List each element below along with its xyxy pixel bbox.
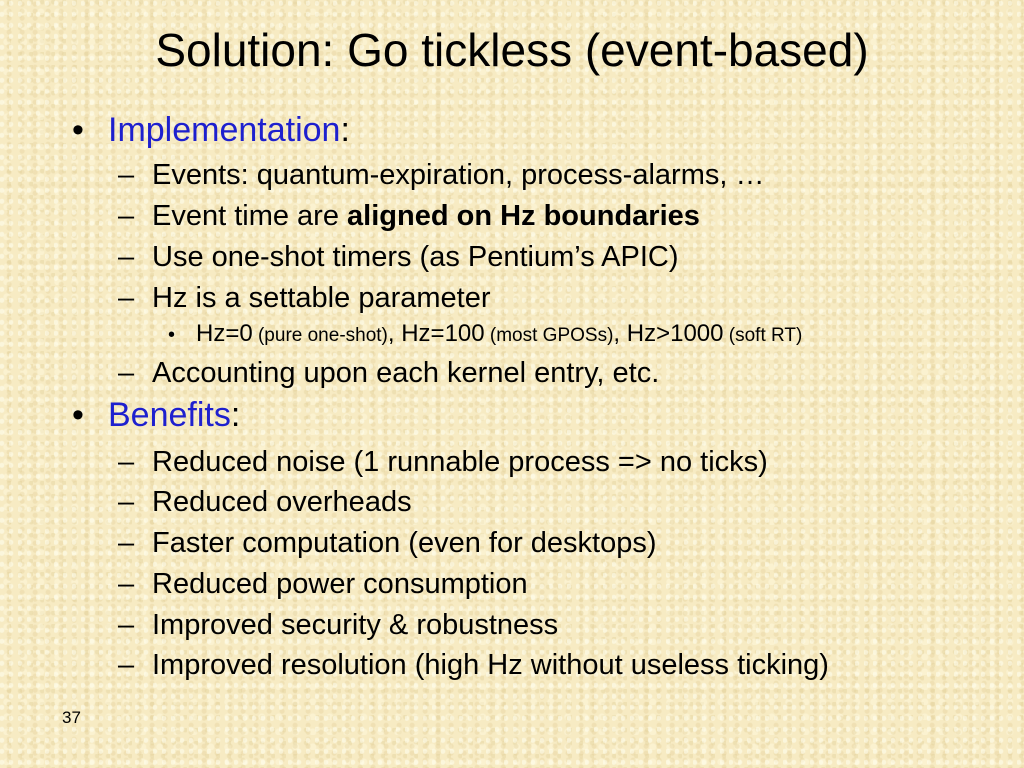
sub-bullet-text: Hz is a settable parameter <box>152 282 491 314</box>
bullet-marker: • <box>72 396 84 434</box>
hz-value-text: , Hz=100 <box>387 320 485 347</box>
sub-bullet-text: Accounting upon each kernel entry, etc. <box>152 357 660 389</box>
dash-marker: – <box>118 609 135 641</box>
sub-bullet-event-time <box>118 198 700 234</box>
sub-bullet-text: Reduced power consumption <box>152 568 528 600</box>
dash-marker: – <box>118 282 135 314</box>
sub-bullet-text: Faster computation (even for desktops) <box>152 527 657 559</box>
slide-title: Solution: Go tickless (event-based) <box>155 24 869 76</box>
hz-note-text: (pure one-shot) <box>252 325 388 346</box>
sub-bullet-reduced-noise <box>118 444 768 480</box>
dash-marker: – <box>118 357 135 389</box>
sub-bullet-text: Events: quantum-expiration, process-alarms, … <box>152 159 765 191</box>
sub-bullet-text: Improved resolution (high Hz without useless ticking) <box>152 649 829 681</box>
sub-bullet-bold-text: aligned on Hz boundaries <box>347 200 700 232</box>
sub-bullet-reduced-power <box>118 566 528 602</box>
dash-marker: – <box>118 241 135 273</box>
bullet-implementation <box>72 110 350 150</box>
hz-note-text: (most GPOSs) <box>484 325 614 346</box>
sub-bullet-text: Use one-shot timers (as Pentium’s APIC) <box>152 241 679 273</box>
heading-colon: : <box>230 396 241 434</box>
heading-colon: : <box>340 111 350 149</box>
sub-bullet-improved-security <box>118 607 558 643</box>
hz-note-text: (soft RT) <box>723 325 803 346</box>
section-heading-benefits: Benefits <box>108 396 231 434</box>
sub-bullet-text: Reduced overheads <box>152 486 412 518</box>
bullet-marker: • <box>72 111 84 149</box>
sub-bullet-text: Improved security & robustness <box>152 609 559 641</box>
dash-marker: – <box>118 200 135 232</box>
dash-marker: – <box>118 446 135 478</box>
sub-bullet-accounting <box>118 355 659 391</box>
sub-bullet-text: Event time are <box>152 200 348 232</box>
sub-bullet-one-shot-timers <box>118 239 679 275</box>
sub-sub-bullet-hz-values <box>168 319 802 352</box>
bullet-marker: • <box>168 324 176 346</box>
sub-bullet-hz-parameter <box>118 280 490 316</box>
hz-value-text: , Hz>1000 <box>613 320 724 347</box>
sub-bullet-faster-computation <box>118 525 657 561</box>
dash-marker: – <box>118 527 135 559</box>
section-heading-implementation: Implementation <box>108 111 341 149</box>
sub-bullet-text: Reduced noise (1 runnable process => no ticks) <box>152 446 768 478</box>
page-number: 37 <box>62 708 81 727</box>
dash-marker: – <box>118 568 135 600</box>
dash-marker: – <box>118 159 135 191</box>
hz-value-text: Hz=0 <box>196 320 253 347</box>
sub-bullet-improved-resolution <box>118 647 829 683</box>
sub-bullet-reduced-overheads <box>118 484 412 520</box>
dash-marker: – <box>118 486 135 518</box>
sub-bullet-events <box>118 157 764 193</box>
bullet-benefits <box>72 395 240 435</box>
dash-marker: – <box>118 649 135 681</box>
